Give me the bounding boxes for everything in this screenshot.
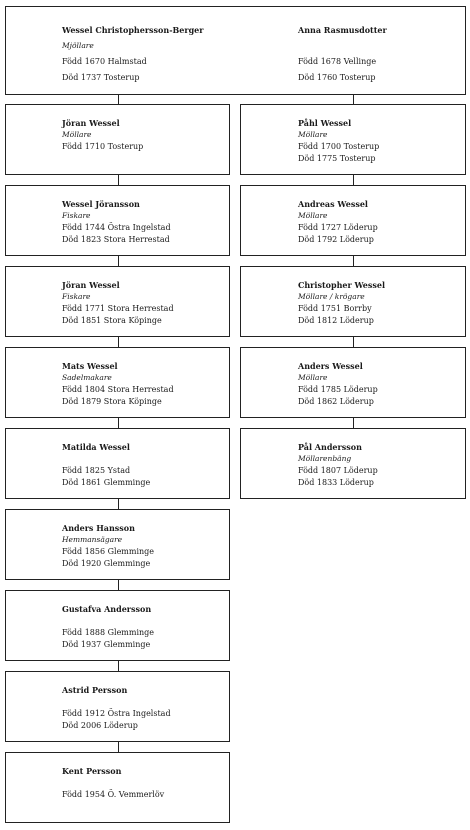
- person-card: [62, 441, 150, 489]
- person-born: Född 1856 Glemminge: [62, 547, 155, 556]
- person-occupation: Möllare: [62, 130, 92, 139]
- person-occupation: Möllarenbäng: [298, 454, 352, 463]
- person-occupation: Fiskare: [62, 292, 91, 301]
- person-born: Född 1785 Löderup: [298, 385, 378, 394]
- person-occupation: Hemmansägare: [62, 535, 123, 544]
- person-died: Död 1851 Stora Köpinge: [62, 316, 162, 325]
- person-occupation: Möllare: [298, 211, 328, 220]
- connector-line: [118, 337, 119, 347]
- person-born: Född 1700 Tosterup: [298, 142, 380, 151]
- person-card: [62, 765, 164, 813]
- connector-line: [353, 175, 354, 185]
- person-card: [62, 198, 171, 246]
- person-name: Astrid Persson: [62, 685, 128, 695]
- person-born: Född 1954 Ö. Vemmerlöv: [62, 790, 165, 799]
- person-died: Död 1823 Stora Herrestad: [62, 235, 170, 244]
- person-name: Andreas Wessel: [298, 199, 368, 209]
- person-born: Född 1804 Stora Herrestad: [62, 385, 174, 394]
- connector-line: [118, 661, 119, 671]
- person-name: Jöran Wessel: [62, 118, 120, 128]
- connector-line: [118, 175, 119, 185]
- connector-line: [118, 256, 119, 266]
- connector-line: [118, 580, 119, 590]
- person-occupation: Fiskare: [62, 211, 91, 220]
- person-name: Christopher Wessel: [298, 280, 386, 290]
- person-born: Född 1710 Tosterup: [62, 142, 144, 151]
- person-born: Född 1912 Östra Ingelstad: [62, 709, 171, 718]
- person-born: Född 1678 Vellinge: [298, 57, 377, 66]
- person-occupation: Möllare: [298, 130, 328, 139]
- person-died: Död 1737 Tosterup: [62, 73, 140, 82]
- person-card: [298, 360, 378, 408]
- person-died: Död 1812 Löderup: [298, 316, 374, 325]
- connector-line: [353, 256, 354, 266]
- connector-line: [353, 95, 354, 104]
- person-born: Född 1807 Löderup: [298, 466, 378, 475]
- person-died: [62, 801, 164, 813]
- person-card: [62, 117, 143, 165]
- person-name: Wessel Jöransson: [62, 199, 140, 209]
- person-born: Född 1727 Löderup: [298, 223, 378, 232]
- person-occupation: [298, 40, 387, 52]
- person-occupation: [62, 615, 154, 627]
- person-died: Död 1833 Löderup: [298, 478, 374, 487]
- connector-line: [118, 95, 119, 104]
- person-name: Gustafva Andersson: [62, 604, 152, 614]
- connector-line: [118, 742, 119, 752]
- person-died: Död 1937 Glemminge: [62, 640, 151, 649]
- person-died: Död 1775 Tosterup: [298, 154, 376, 163]
- person-died: Död 1792 Löderup: [298, 235, 374, 244]
- person-died: Död 1862 Löderup: [298, 397, 374, 406]
- person-name: Matilda Wessel: [62, 442, 130, 452]
- person-born: Född 1670 Halmstad: [62, 57, 147, 66]
- person-name: Jöran Wessel: [62, 280, 120, 290]
- person-occupation: Möllare / krögare: [298, 292, 365, 301]
- person-died: Död 2006 Löderup: [62, 721, 138, 730]
- person-name: Anders Hansson: [62, 523, 135, 533]
- person-name: Wessel Christophersson-Berger: [62, 25, 204, 35]
- person-died: Död 1920 Glemminge: [62, 559, 151, 568]
- person-occupation: Mjöllare: [62, 41, 94, 50]
- person-card: [298, 24, 387, 84]
- person-born: Född 1825 Ystad: [62, 466, 131, 475]
- person-occupation: Möllare: [298, 373, 328, 382]
- person-card: [298, 441, 378, 489]
- connector-line: [118, 499, 119, 509]
- person-card: [62, 279, 174, 327]
- connector-line: [118, 418, 119, 428]
- person-died: Död 1760 Tosterup: [298, 73, 376, 82]
- person-occupation: Sadelmakare: [62, 373, 112, 382]
- connector-line: [353, 418, 354, 428]
- person-born: Född 1744 Östra Ingelstad: [62, 223, 171, 232]
- person-born: Född 1888 Glemminge: [62, 628, 155, 637]
- person-born: Född 1751 Borrby: [298, 304, 372, 313]
- person-occupation: [62, 453, 150, 465]
- person-card: [62, 24, 203, 84]
- person-occupation: [62, 696, 171, 708]
- person-died: Död 1861 Glemminge: [62, 478, 151, 487]
- person-born: Född 1771 Stora Herrestad: [62, 304, 174, 313]
- person-card: [298, 279, 385, 327]
- person-card: [62, 360, 174, 408]
- person-name: Anders Wessel: [298, 361, 363, 371]
- person-name: Anna Rasmusdotter: [298, 25, 387, 35]
- person-card: [62, 684, 171, 732]
- person-name: Mats Wessel: [62, 361, 118, 371]
- connector-line: [353, 337, 354, 347]
- person-name: Pål Andersson: [298, 442, 362, 452]
- person-card: [62, 603, 154, 651]
- person-card: [298, 198, 378, 246]
- person-card: [298, 117, 379, 165]
- person-name: Påhl Wessel: [298, 118, 352, 128]
- person-died: [62, 153, 143, 165]
- person-card: [62, 522, 154, 570]
- person-died: Död 1879 Stora Köpinge: [62, 397, 162, 406]
- person-name: Kent Persson: [62, 766, 122, 776]
- person-occupation: [62, 777, 164, 789]
